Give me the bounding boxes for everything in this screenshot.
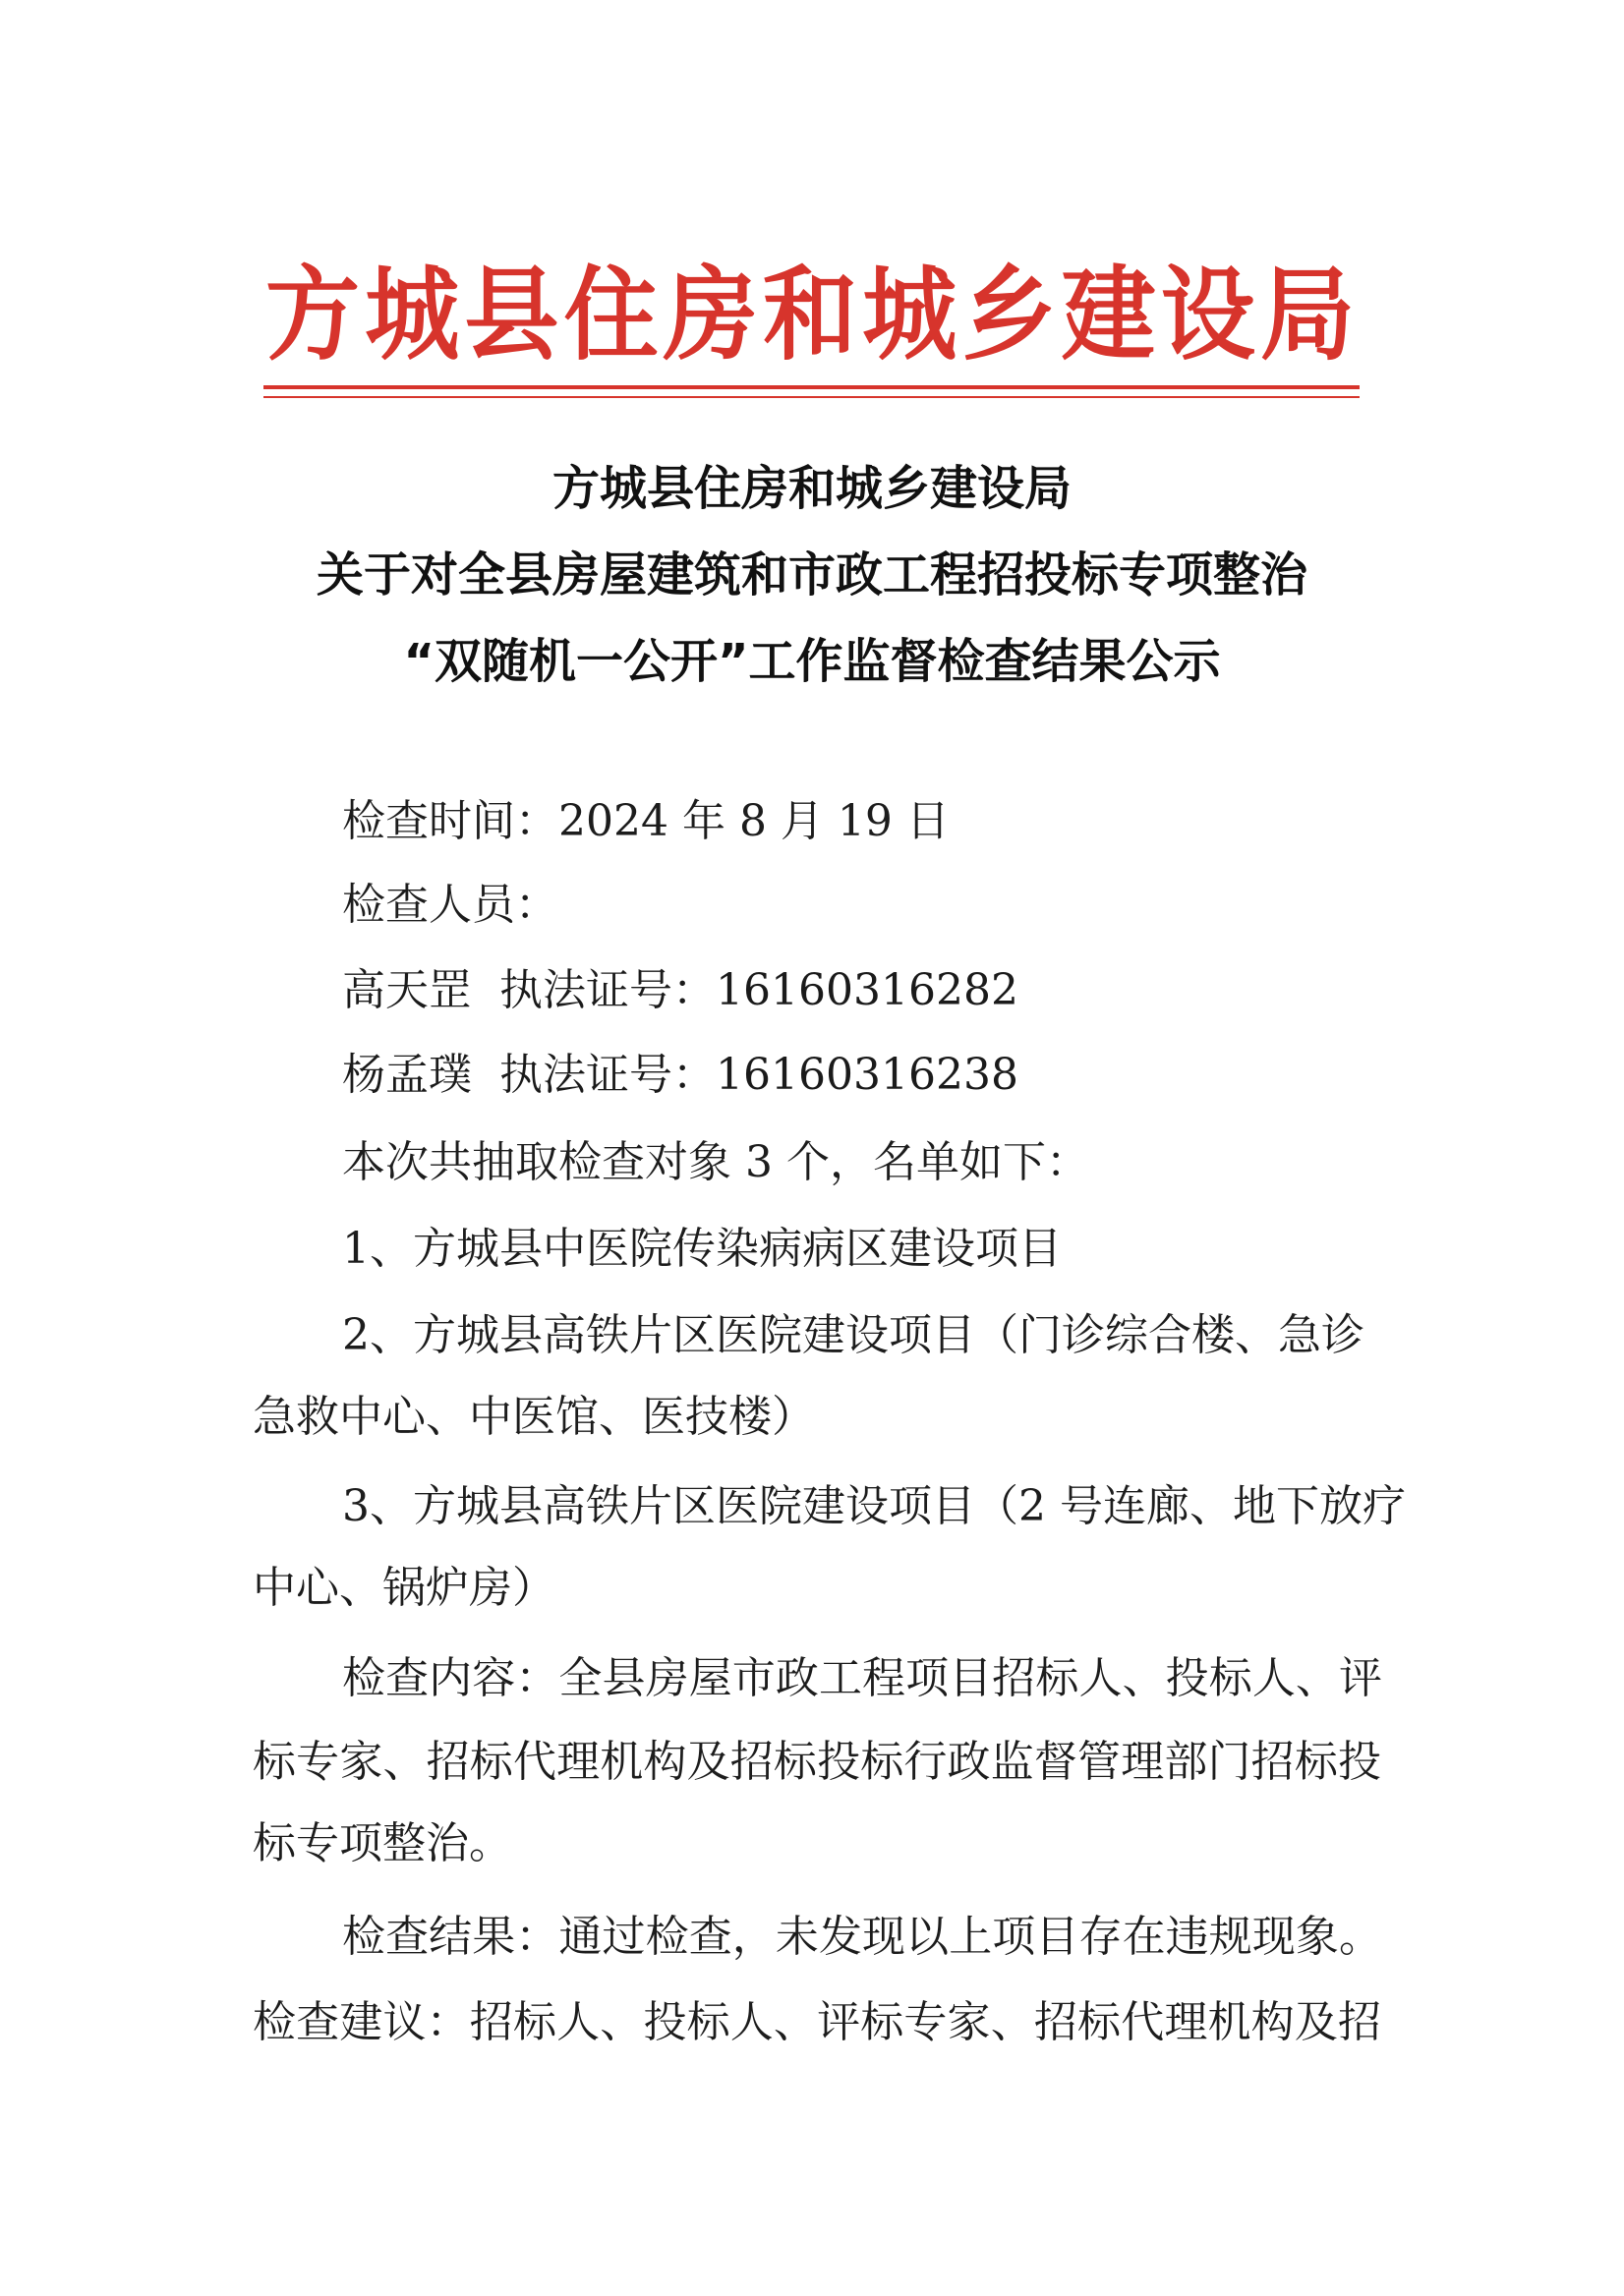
inspector-row [342,963,1018,1018]
inspection-content: 标专项整治。 [253,1818,512,1868]
letterhead-rule-thin [263,396,1360,398]
inspector-row [342,1048,1018,1103]
inspector-name: 杨孟璞 [342,1050,472,1100]
inspector-cert: 执法证号：16160316238 [499,1050,1018,1100]
title-line-1: 方城县住房和城乡建设局 [551,461,1072,516]
inspection-content: 标专家、招标代理机构及招标投标行政监督管理部门招标投 [253,1737,1381,1787]
object-item-continued: 急救中心、中医馆、医技楼） [253,1392,815,1442]
letterhead-org-name: 方城县住房和城乡建设局 [265,255,1357,375]
object-item: 1、方城县中医院传染病病区建设项目 [342,1224,1062,1274]
inspection-content: 检查内容：全县房屋市政工程项目招标人、投标人、评 [342,1653,1382,1703]
objects-intro: 本次共抽取检查对象 3 个，名单如下： [342,1137,1089,1187]
object-item: 3、方城县高铁片区医院建设项目（2 号连廊、地下放疗 [342,1481,1406,1531]
object-item-continued: 中心、锅炉房） [253,1563,555,1613]
letterhead [265,241,1357,373]
inspector-cert: 执法证号：16160316282 [499,965,1018,1015]
inspection-result: 检查结果：通过检查，未发现以上项目存在违规现象。 [342,1912,1382,1962]
inspection-suggestion: 检查建议：招标人、投标人、评标专家、招标代理机构及招 [253,1997,1381,2047]
inspection-personnel-label: 检查人员： [342,880,558,930]
letterhead-rule-thick [263,385,1360,389]
title-line-3: “双随机一公开”工作监督检查结果公示 [403,634,1221,689]
title-line-2: 关于对全县房屋建筑和市政工程招投标专项整治 [316,547,1307,603]
object-item: 2、方城县高铁片区医院建设项目（门诊综合楼、急诊 [342,1310,1364,1360]
inspection-time: 检查时间：2024 年 8 月 19 日 [342,796,950,846]
inspector-name: 高天罡 [342,965,472,1015]
